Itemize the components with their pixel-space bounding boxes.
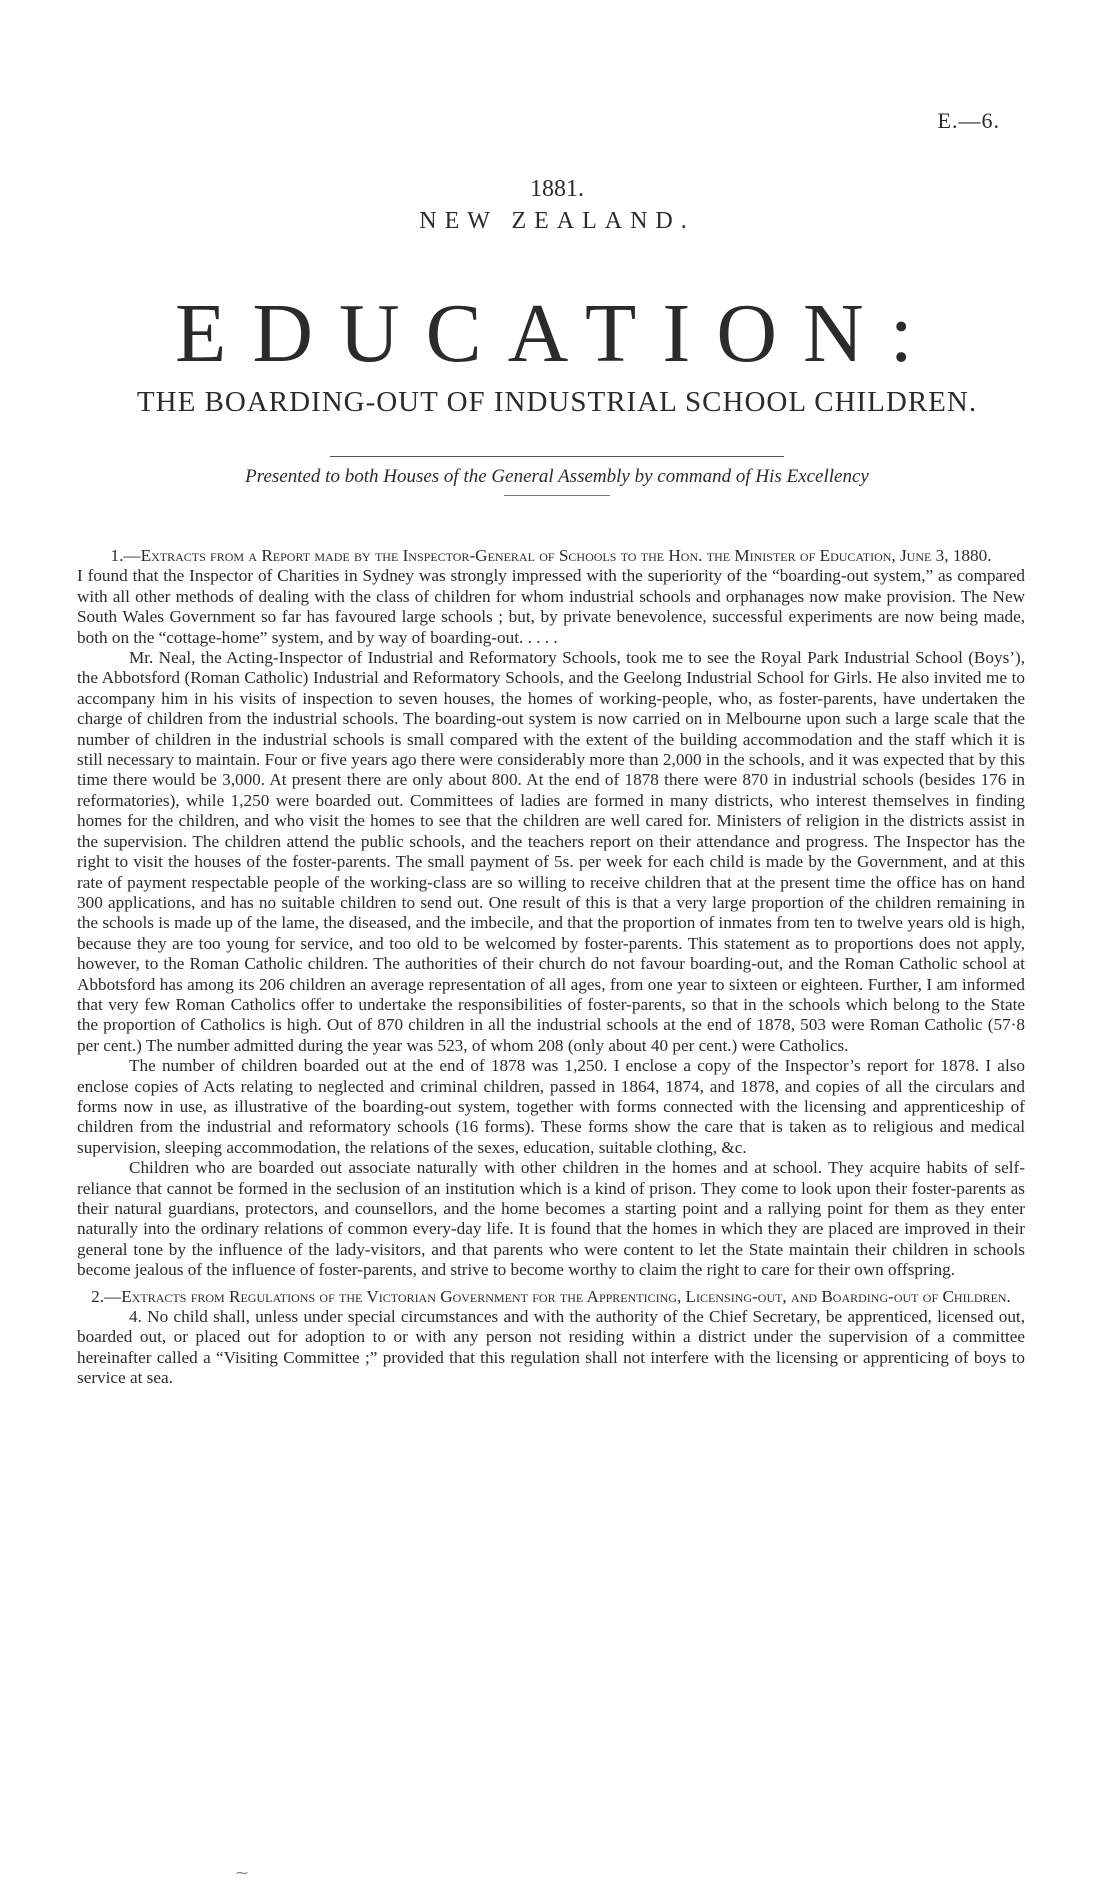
- document-country: NEW ZEALAND.: [419, 208, 695, 234]
- document-subtitle: THE BOARDING-OUT OF INDUSTRIAL SCHOOL CHILDREN.: [136, 386, 978, 418]
- printer-mark: ⁓: [236, 1866, 248, 1880]
- bottom-divider: [504, 495, 610, 496]
- document-year: 1881.: [530, 176, 584, 202]
- document-reference: E.—6.: [937, 108, 1000, 133]
- presented-line: Presented to both Houses of the General Assembly by command of His Excellency: [245, 466, 869, 487]
- section1-paragraph-4: Children who are boarded out associate naturally with other children in the homes and at school. They acquire habits of self-reliance that cannot be formed in the seclusion of an institution which is a kind of prison. They come to look upon their foster-parents as their natural guardians, protectors, and counsellors, and the home becomes a starting point and a rallying point for them as they enter naturally into the ordinary relations of common every-day life. It is found that the homes in which they are placed are improved in their general tone by the influence of the lady-visitors, and that parents who were content to let the State maintain their children in schools become jealous of the influence of foster-parents, and strive to become worthy to claim the right to care for their own offspring.: [77, 1158, 1025, 1280]
- document-body: [77, 546, 1025, 1389]
- section1-paragraph-1: I found that the Inspector of Charities in Sydney was strongly impressed with the superiority of the “boarding-out system,” as compared with all other methods of dealing with the class of children for whom industrial schools and orphanages now make provision. The New South Wales Government so far has favoured large schools ; but, by private benevolence, successful experiments are now being made, both on the “cottage-home” system, and by way of boarding-out. . . . .: [77, 566, 1025, 647]
- section1-heading: 1.—Extracts from a Report made by the Inspector-General of Schools to the Hon. the Minister of Education, June 3, 1880.: [110, 546, 992, 565]
- top-divider: [330, 456, 784, 457]
- section2-heading: 2.—Extracts from Regulations of the Victorian Government for the Apprenticing, Licensing-out, and Boarding-out of Children.: [91, 1286, 1011, 1306]
- document-title: EDUCATION:: [175, 287, 939, 380]
- section1-paragraph-3: The number of children boarded out at the end of 1878 was 1,250. I enclose a copy of the Inspector’s report for 1878. I also enclose copies of Acts relating to neglected and criminal children, passed in 1864, 1874, and 1878, and copies of all the circulars and forms now in use, as illustrative of the boarding-out system, together with forms connected with the licensing and apprenticeship of children from the industrial and reformatory schools (16 forms). These forms show the care that is taken as to religious and medical supervision, sleeping accommodation, the relations of the sexes, education, suitable clothing, &c.: [77, 1056, 1025, 1157]
- section2-paragraph-1: 4. No child shall, unless under special circumstances and with the authority of the Chief Secretary, be apprenticed, licensed out, boarded out, or placed out for adoption to or with any person not residing within a district under the supervision of a committee hereinafter called a “Visiting Committee ;” provided that this regulation shall not interfere with the licensing or apprenticing of boys to service at sea.: [77, 1307, 1025, 1388]
- section1-paragraph-2: Mr. Neal, the Acting-Inspector of Industrial and Reformatory Schools, took me to see the Royal Park Industrial School (Boys’), the Abbotsford (Roman Catholic) Industrial and Reformatory Schools, and the Geelong Industrial School for Girls. He also invited me to accompany him in his visits of inspection to seven houses, the homes of working-people, who, as foster-parents, have undertaken the charge of children from the industrial schools. The boarding-out system is now carried on in Melbourne upon such a large scale that the number of children in the industrial schools is small compared with the extent of the building accommodation and the staff which it is still necessary to maintain. Four or five years ago there were considerably more than 2,000 in the schools, and it was expected that by this time there would be 3,000. At present there are only about 800. At the end of 1878 there were 870 in industrial schools (besides 176 in reformatories), while 1,250 were boarded out. Committees of ladies are formed in many districts, who interest themselves in finding homes for the children, and who visit the homes to see that the children are well cared for. Ministers of religion in the districts assist in the supervision. The children attend the public schools, and the teachers report on their attendance and progress. The Inspector has the right to visit the houses of the foster-parents. The small payment of 5s. per week for each child is made by the Government, and at this rate of payment respectable people of the working-class are so willing to receive children that at the present time the office has on hand 300 applications, and has no suitable children to send out. One result of this is that a very large proportion of the children remaining in the schools is made up of the lame, the diseased, and the imbecile, and that the proportion of inmates from ten to twelve years old is high, because they are too young for service, and too old to be welcomed by foster-parents. This statement as to proportions does not apply, however, to the Roman Catholic children. The authorities of their church do not favour boarding-out, and the Roman Catholic school at Abbotsford has among its 206 children an average representation of all ages, from one year to sixteen or eighteen. Further, I am informed that very few Roman Catholics offer to undertake the responsibilities of foster-parents, so that in the schools which belong to the State the proportion of Catholics is high. Out of 870 children in all the industrial schools at the end of 1878, 503 were Roman Catholic (57·8 per cent.) The number admitted during the year was 523, of whom 208 (only about 40 per cent.) were Catholics.: [77, 648, 1025, 1055]
